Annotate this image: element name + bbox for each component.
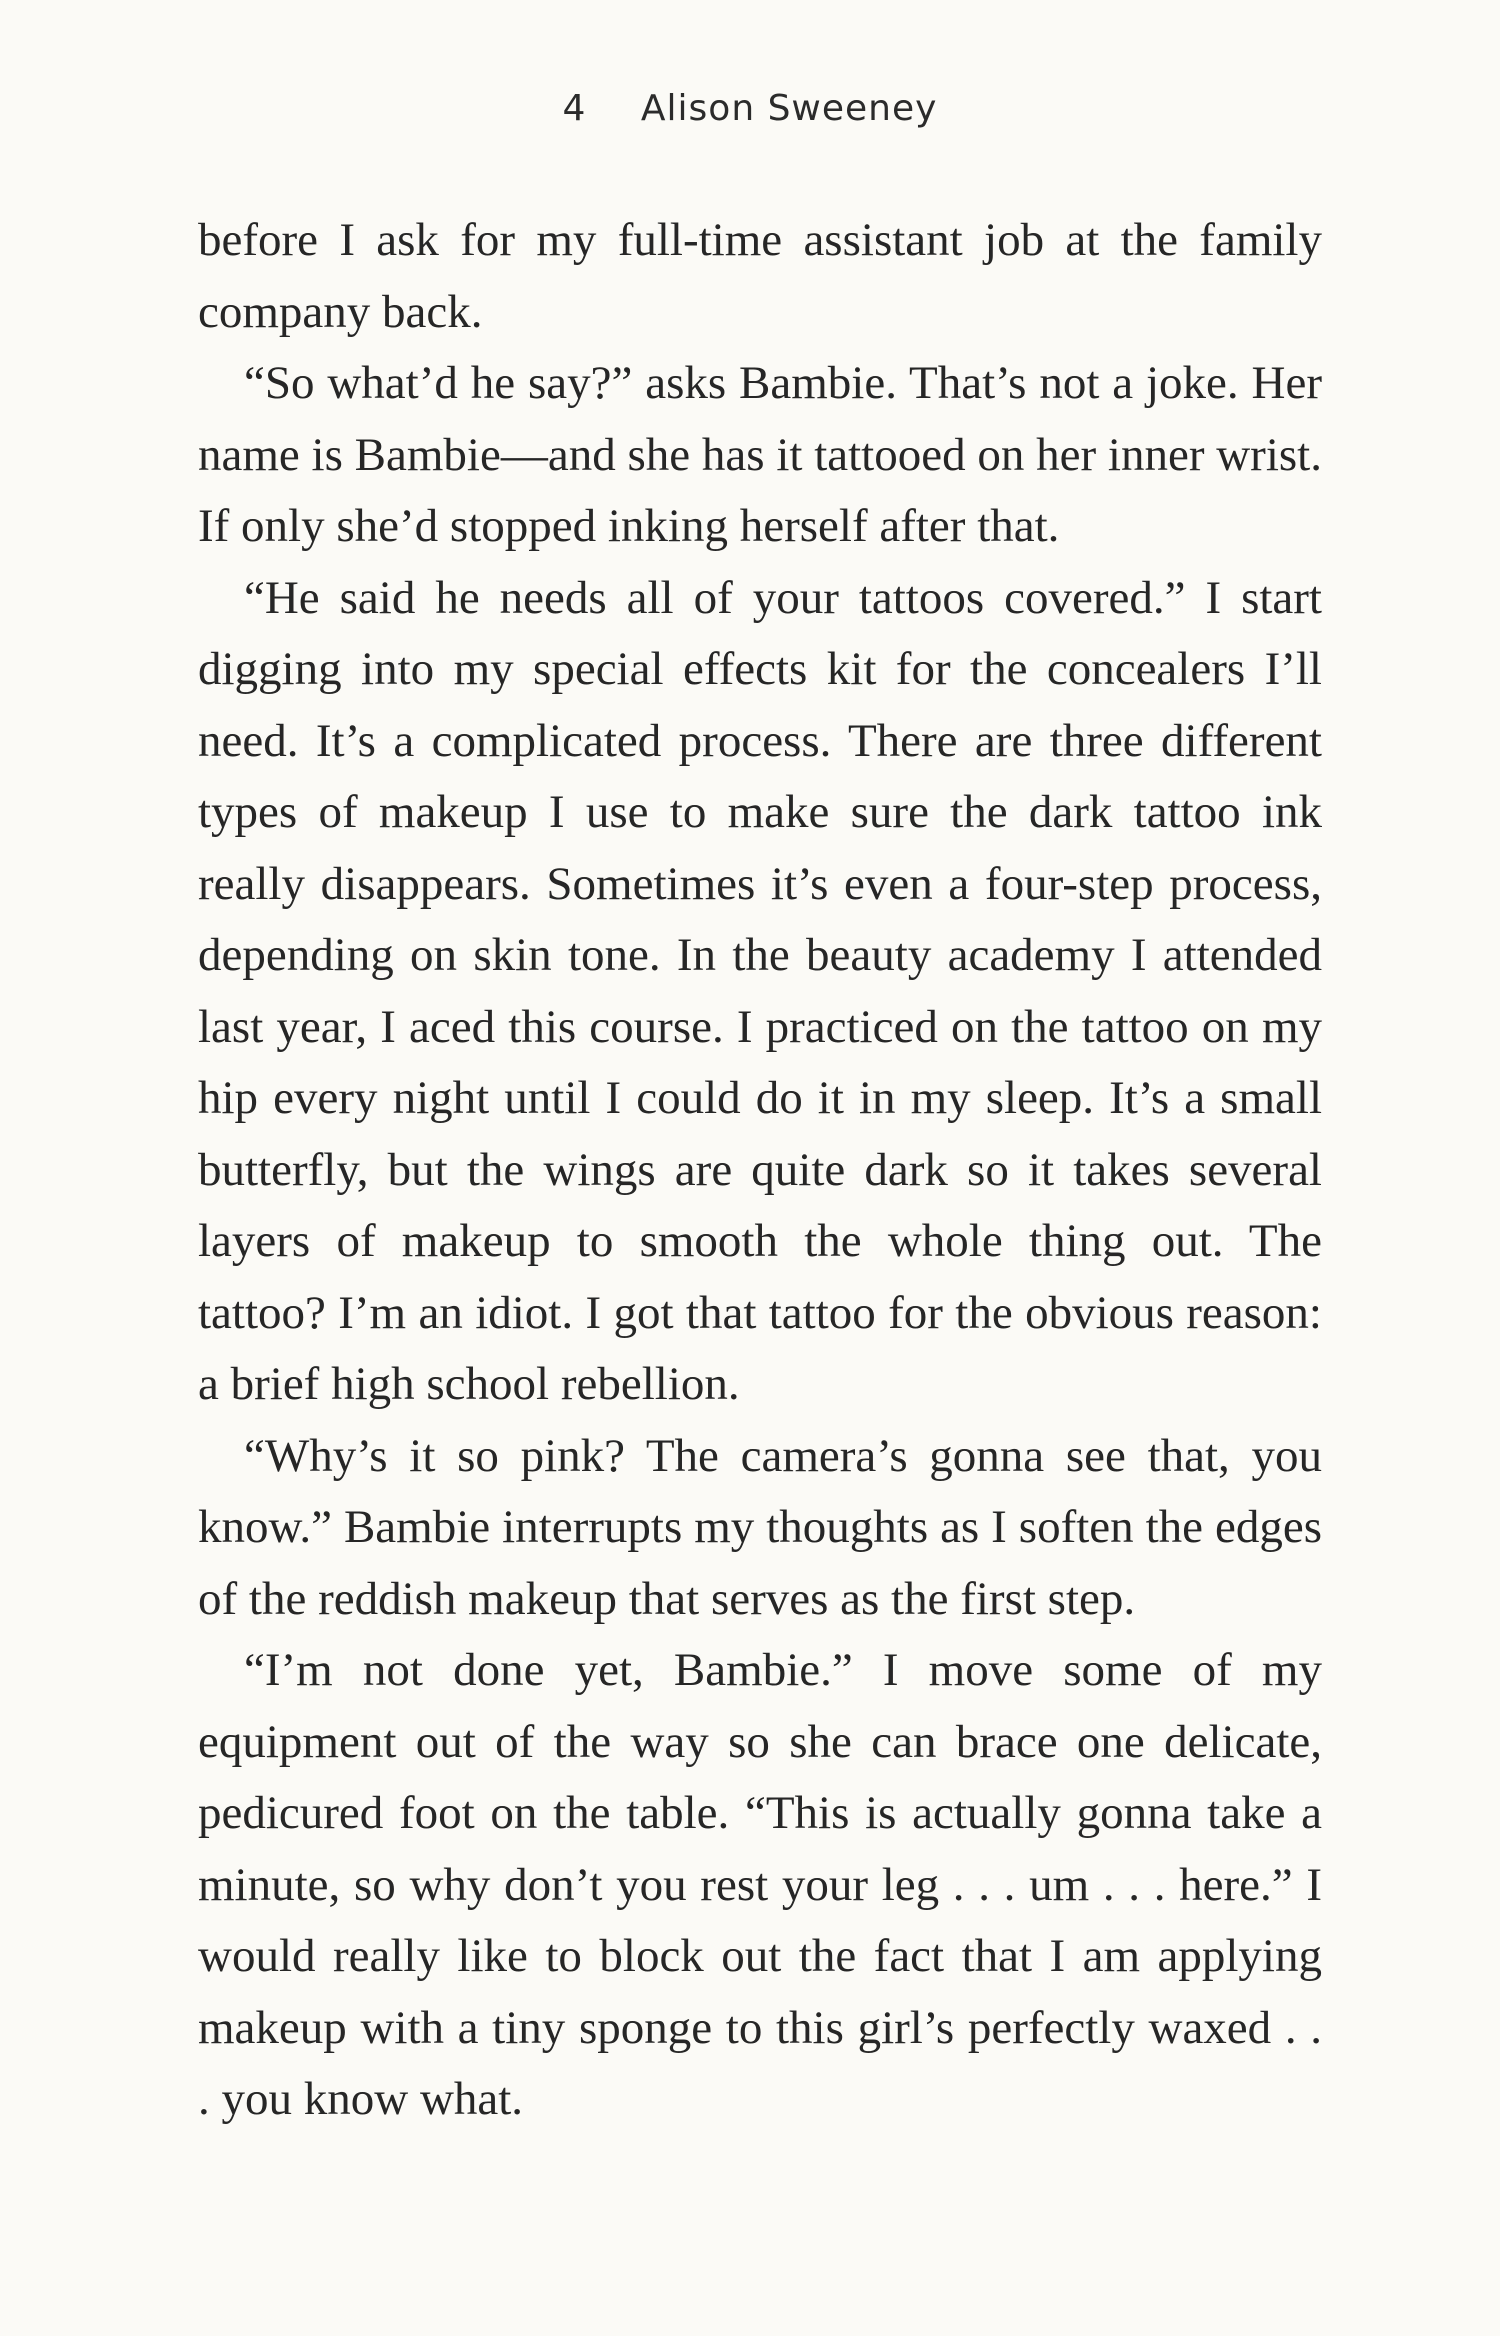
paragraph: “He said he needs all of your tattoos covered.” I start digging into my special effects kit for the concealers I’ll need. It’s a complicated process. There are three different types of makeup I use to make sure the dark tattoo ink really disappears. Sometimes it’s even a four-step process, depending on skin tone. In the beauty academy I attended last year, I aced this course. I practiced on the tattoo on my hip every night until I could do it in my sleep. It’s a small butterfly, but the wings are quite dark so it takes several layers of makeup to smooth the whole thing out. The tattoo? I’m an idiot. I got that tattoo for the obvious reason: a brief high school rebellion. xyxy=(198,571,1322,1410)
paragraph: “Why’s it so pink? The camera’s gonna see that, you know.” Bambie interrupts my thoughts as I soften the edges of the reddish makeup that serves as the first step. xyxy=(198,1429,1322,1625)
paragraph: “I’m not done yet, Bambie.” I move some of my equipment out of the way so she can brace one delicate, pedicured foot on the table. “This is actually gonna take a minute, so why don’t you rest your leg . . . um . . . here.” I would really like to block out the fact that I am applying makeup with a tiny sponge to this girl’s perfectly waxed . . . you know what. xyxy=(198,1644,1322,2125)
author-name: Alison Sweeney xyxy=(640,88,938,129)
page-number: 4 xyxy=(562,88,587,129)
paragraph-continuation: before I ask for my full-time assistant job at the family company back. xyxy=(198,214,1322,338)
paragraph: “So what’d he say?” asks Bambie. That’s not a joke. Her name is Bambie—and she has it tattooed on her inner wrist. If only she’d stopped inking herself after that. xyxy=(198,357,1322,552)
body-text xyxy=(198,205,1322,2136)
running-head xyxy=(0,88,1500,129)
